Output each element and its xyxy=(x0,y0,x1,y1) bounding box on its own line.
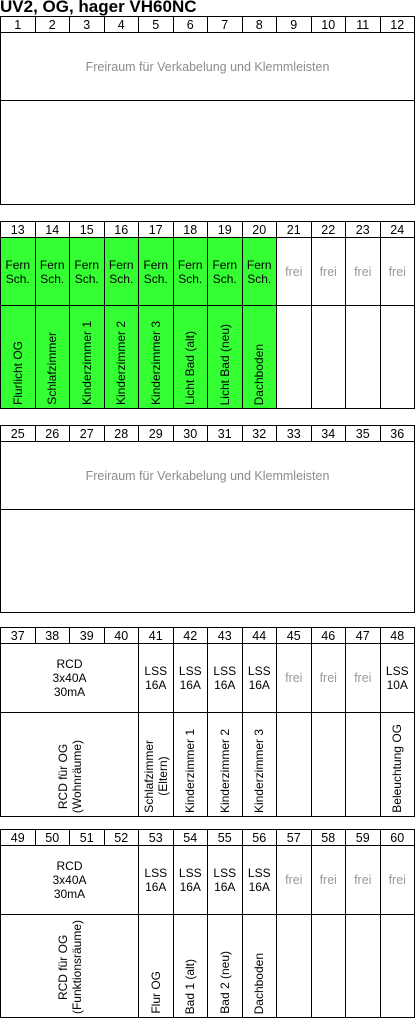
slot-number: 25 xyxy=(0,425,36,442)
slot-number: 10 xyxy=(311,16,347,33)
circuit-label-cell xyxy=(311,914,347,1018)
free-space-note: Freiraum für Verkabelung und Klemmleisten xyxy=(0,32,415,101)
free-slot: frei xyxy=(276,845,312,915)
slot-number: 2 xyxy=(35,16,71,33)
free-slot: frei xyxy=(345,643,381,713)
circuit-breaker: LSS 16A xyxy=(173,845,209,915)
circuit-label: Kinderzimmer 2 xyxy=(114,320,129,405)
circuit-breaker: LSS 16A xyxy=(207,845,243,915)
circuit-label: Kinderzimmer 1 xyxy=(79,320,94,405)
slot-number: 46 xyxy=(311,627,347,644)
slot-number: 27 xyxy=(69,425,105,442)
circuit-label: Kinderzimmer 3 xyxy=(148,320,163,405)
circuit-breaker: LSS 16A xyxy=(138,845,174,915)
slot-number: 11 xyxy=(345,16,381,33)
circuit-label-cell xyxy=(104,305,140,409)
slot-number: 18 xyxy=(173,221,209,238)
circuit-label-cell xyxy=(207,914,243,1018)
circuit-label-cell xyxy=(173,914,209,1018)
slot-number: 52 xyxy=(104,829,140,846)
circuit-label-cell xyxy=(242,914,278,1018)
remote-switch: Fern Sch. xyxy=(242,237,278,306)
circuit-label: Bad 2 (neu) xyxy=(217,951,232,1014)
circuit-label-cell xyxy=(173,305,209,409)
slot-number: 59 xyxy=(345,829,381,846)
circuit-label-cell xyxy=(345,914,381,1018)
slot-number: 43 xyxy=(207,627,243,644)
circuit-label-cell xyxy=(311,305,347,409)
free-slot: frei xyxy=(380,845,416,915)
slot-number: 29 xyxy=(138,425,174,442)
free-slot: frei xyxy=(311,643,347,713)
free-space-area xyxy=(0,509,415,613)
slot-number: 57 xyxy=(276,829,312,846)
slot-number: 60 xyxy=(380,829,416,846)
slot-number: 28 xyxy=(104,425,140,442)
slot-number: 50 xyxy=(35,829,71,846)
circuit-label-cell xyxy=(138,712,174,817)
circuit-breaker: LSS 16A xyxy=(242,643,278,713)
free-slot: frei xyxy=(345,845,381,915)
panel-title: UV2, OG, hager VH60NC xyxy=(0,0,197,16)
circuit-label-cell xyxy=(276,712,312,817)
circuit-label: Dachboden xyxy=(252,952,267,1014)
circuit-label: Kinderzimmer 3 xyxy=(252,728,267,813)
circuit-breaker: LSS 16A xyxy=(138,643,174,713)
slot-number: 1 xyxy=(0,16,36,33)
circuit-label-cell xyxy=(35,305,71,409)
slot-number: 48 xyxy=(380,627,416,644)
free-slot: frei xyxy=(276,237,312,306)
slot-number: 6 xyxy=(173,16,209,33)
slot-number: 34 xyxy=(311,425,347,442)
slot-number: 44 xyxy=(242,627,278,644)
circuit-label-cell xyxy=(242,712,278,817)
circuit-breaker: LSS 16A xyxy=(173,643,209,713)
circuit-label: Bad 1 (alt) xyxy=(183,958,198,1014)
circuit-label: RCD für OG (Wohnräume) xyxy=(55,739,84,813)
slot-number: 35 xyxy=(345,425,381,442)
circuit-label-cell xyxy=(276,914,312,1018)
circuit-breaker: LSS 10A xyxy=(380,643,416,713)
circuit-label: Licht Bad (alt) xyxy=(183,330,198,405)
circuit-label: Schlafzimmer xyxy=(45,332,60,405)
circuit-label-cell xyxy=(0,305,36,409)
slot-number: 56 xyxy=(242,829,278,846)
slot-number: 31 xyxy=(207,425,243,442)
circuit-label-cell xyxy=(0,914,139,1018)
slot-number: 54 xyxy=(173,829,209,846)
free-slot: frei xyxy=(311,845,347,915)
rcd-device: RCD 3x40A 30mA xyxy=(0,643,139,713)
circuit-label: Flur OG xyxy=(148,971,163,1014)
slot-number: 14 xyxy=(35,221,71,238)
circuit-label-cell xyxy=(380,712,416,817)
remote-switch: Fern Sch. xyxy=(69,237,105,306)
slot-number: 23 xyxy=(345,221,381,238)
slot-number: 39 xyxy=(69,627,105,644)
slot-number: 47 xyxy=(345,627,381,644)
slot-number: 9 xyxy=(276,16,312,33)
circuit-label-cell xyxy=(380,914,416,1018)
circuit-label: Dachboden xyxy=(252,343,267,405)
circuit-label-cell xyxy=(0,712,139,817)
circuit-label: Flurlicht OG xyxy=(10,340,25,405)
slot-number: 37 xyxy=(0,627,36,644)
slot-number: 22 xyxy=(311,221,347,238)
slot-number: 51 xyxy=(69,829,105,846)
slot-number: 32 xyxy=(242,425,278,442)
circuit-label-cell xyxy=(138,305,174,409)
circuit-label-cell xyxy=(69,305,105,409)
remote-switch: Fern Sch. xyxy=(104,237,140,306)
circuit-label-cell xyxy=(276,305,312,409)
circuit-label-cell xyxy=(380,305,416,409)
slot-number: 49 xyxy=(0,829,36,846)
free-slot: frei xyxy=(345,237,381,306)
remote-switch: Fern Sch. xyxy=(138,237,174,306)
slot-number: 36 xyxy=(380,425,416,442)
free-slot: frei xyxy=(380,237,416,306)
slot-number: 4 xyxy=(104,16,140,33)
rcd-device: RCD 3x40A 30mA xyxy=(0,845,139,915)
remote-switch: Fern Sch. xyxy=(173,237,209,306)
circuit-label: Beleuchtung OG xyxy=(390,724,405,813)
free-space-area xyxy=(0,100,415,205)
circuit-label-cell xyxy=(242,305,278,409)
slot-number: 40 xyxy=(104,627,140,644)
slot-number: 42 xyxy=(173,627,209,644)
circuit-label: Licht Bad (neu) xyxy=(217,323,232,405)
slot-number: 21 xyxy=(276,221,312,238)
circuit-label-cell xyxy=(207,305,243,409)
slot-number: 58 xyxy=(311,829,347,846)
slot-number: 15 xyxy=(69,221,105,238)
remote-switch: Fern Sch. xyxy=(207,237,243,306)
circuit-label-cell xyxy=(345,712,381,817)
circuit-label: Kinderzimmer 1 xyxy=(183,728,198,813)
slot-number: 5 xyxy=(138,16,174,33)
remote-switch: Fern Sch. xyxy=(35,237,71,306)
slot-number: 45 xyxy=(276,627,312,644)
slot-number: 3 xyxy=(69,16,105,33)
slot-number: 41 xyxy=(138,627,174,644)
free-space-note: Freiraum für Verkabelung und Klemmleisten xyxy=(0,441,415,510)
slot-number: 53 xyxy=(138,829,174,846)
circuit-label: Kinderzimmer 2 xyxy=(217,728,232,813)
circuit-label: RCD für OG (Funktionsräume) xyxy=(55,919,84,1014)
slot-number: 24 xyxy=(380,221,416,238)
slot-number: 12 xyxy=(380,16,416,33)
slot-number: 7 xyxy=(207,16,243,33)
slot-number: 13 xyxy=(0,221,36,238)
remote-switch: Fern Sch. xyxy=(0,237,36,306)
slot-number: 19 xyxy=(207,221,243,238)
slot-number: 33 xyxy=(276,425,312,442)
circuit-label-cell xyxy=(311,712,347,817)
slot-number: 16 xyxy=(104,221,140,238)
circuit-label-cell xyxy=(345,305,381,409)
circuit-label-cell xyxy=(207,712,243,817)
slot-number: 17 xyxy=(138,221,174,238)
circuit-breaker: LSS 16A xyxy=(242,845,278,915)
slot-number: 55 xyxy=(207,829,243,846)
circuit-label-cell xyxy=(173,712,209,817)
slot-number: 30 xyxy=(173,425,209,442)
slot-number: 38 xyxy=(35,627,71,644)
circuit-breaker: LSS 16A xyxy=(207,643,243,713)
free-slot: frei xyxy=(276,643,312,713)
slot-number: 26 xyxy=(35,425,71,442)
circuit-label: Schlafzimmer (Eltern) xyxy=(141,740,170,813)
free-slot: frei xyxy=(311,237,347,306)
circuit-label-cell xyxy=(138,914,174,1018)
slot-number: 20 xyxy=(242,221,278,238)
slot-number: 8 xyxy=(242,16,278,33)
